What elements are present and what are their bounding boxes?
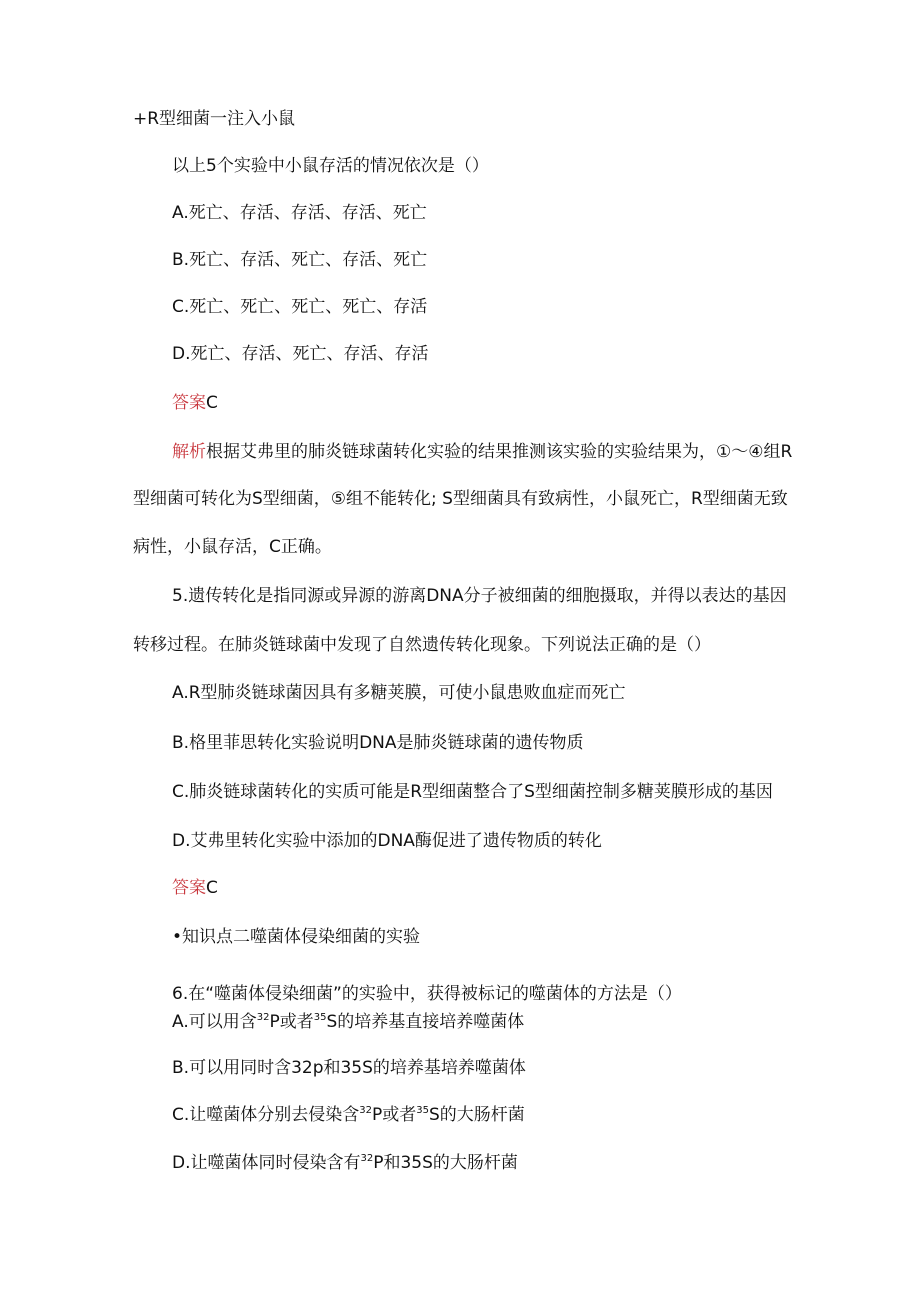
q4-analysis-line-1 xyxy=(172,440,792,464)
q5-option-d: D.艾弗里转化实验中添加的DNA酶促进了遗传物质的转化 xyxy=(172,831,602,851)
q4-option-b: B.死亡、存活、死亡、存活、死亡 xyxy=(172,250,428,270)
q4-option-d: D.死亡、存活、死亡、存活、存活 xyxy=(172,344,429,364)
text-fragment: S的大肠杆菌 xyxy=(429,1105,525,1125)
q5-option-a: A.R型肺炎链球菌因具有多糖荚膜，可使小鼠患败血症而死亡 xyxy=(172,683,626,703)
answer-label: 答案 xyxy=(172,393,206,413)
text-fragment: D.让噬菌体同时侵染含有 xyxy=(172,1153,361,1173)
superscript: 35 xyxy=(416,1105,430,1116)
q6-option-a xyxy=(172,1010,524,1034)
q5-option-b: B.格里菲思转化实验说明DNA是肺炎链球菌的遗传物质 xyxy=(172,733,584,753)
text-fragment: P或者 xyxy=(269,1012,314,1032)
answer-label: 答案 xyxy=(172,878,206,898)
superscript: 32 xyxy=(256,1012,270,1023)
text-fragment: A.可以用含 xyxy=(172,1012,257,1032)
q6-stem: 6.在“噬菌体侵染细菌”的实验中，获得被标记的噬菌体的方法是（） xyxy=(172,984,682,1004)
analysis-text: 根据艾弗里的肺炎链球菌转化实验的结果推测该实验的实验结果为，①〜④组R xyxy=(206,442,793,462)
q5-option-c: C.肺炎链球菌转化的实质可能是R型细菌整合了S型细菌控制多糖荚膜形成的基因 xyxy=(172,782,773,802)
q4-analysis-line-3: 病性，小鼠存活，C正确。 xyxy=(133,537,332,557)
text-fragment: C.让噬菌体分别去侵染含 xyxy=(172,1105,360,1125)
q4-option-a: A.死亡、存活、存活、存活、死亡 xyxy=(172,203,427,223)
q4-analysis-line-2: 型细菌可转化为S型细菌，⑤组不能转化; S型细菌具有致病性，小鼠死亡，R型细菌无致 xyxy=(133,489,788,509)
q4-stem: 以上5个实验中小鼠存活的情况依次是（） xyxy=(172,156,489,176)
section-heading: •知识点二噬菌体侵染细菌的实验 xyxy=(172,927,421,947)
q5-stem-line-2: 转移过程。在肺炎链球菌中发现了自然遗传转化现象。下列说法正确的是（） xyxy=(133,635,711,655)
q6-option-d xyxy=(172,1151,518,1175)
text-fragment: P或者 xyxy=(372,1105,417,1125)
superscript: 32 xyxy=(360,1153,374,1164)
q4-option-c: C.死亡、死亡、死亡、死亡、存活 xyxy=(172,297,428,317)
q5-answer xyxy=(172,876,218,900)
q5-stem-line-1: 5.遗传转化是指同源或异源的游离DNA分子被细菌的细胞摄取，并得以表达的基因 xyxy=(172,586,787,606)
answer-value: C xyxy=(206,393,218,413)
q4-answer xyxy=(172,391,218,415)
answer-value: C xyxy=(206,878,218,898)
superscript: 32 xyxy=(359,1105,373,1116)
q6-option-b: B.可以用同时含32p和35S的培养基培养噬菌体 xyxy=(172,1058,526,1078)
text-fragment: S的培养基直接培养噬菌体 xyxy=(326,1012,525,1032)
q4-experiment-line: +R型细菌一注入小鼠 xyxy=(133,109,296,129)
superscript: 35 xyxy=(313,1012,327,1023)
analysis-label: 解析 xyxy=(172,442,206,462)
q6-option-c xyxy=(172,1103,525,1127)
text-fragment: P和35S的大肠杆菌 xyxy=(373,1153,518,1173)
